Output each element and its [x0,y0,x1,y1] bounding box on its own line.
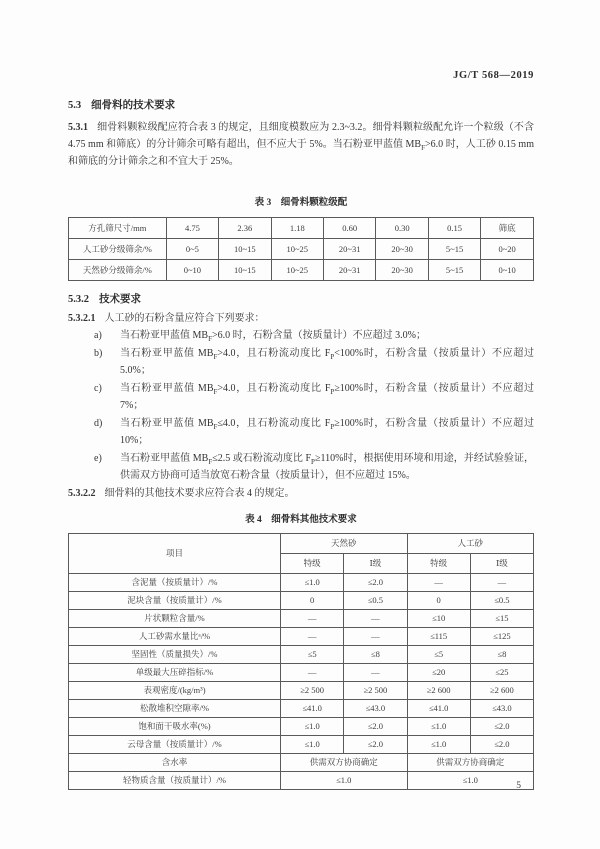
table-cell: — [344,627,407,645]
subscript: F [213,387,218,396]
clause-text: 细骨料的其他技术要求应符合表 4 的规定。 [104,487,295,499]
clause-text: >6.0 时，人工砂 0.15 mm 和筛底的分计筛余之和不宜大于 25%。 [68,139,534,167]
clause-5-3-1-paragraph [68,119,534,170]
table-row [69,771,534,789]
table-cell: ≤1.0 [407,717,470,735]
table-cell: — [344,609,407,627]
table-3-particle-grading [68,217,534,281]
table-header-row [69,533,534,553]
page-number: 5 [516,781,521,791]
section-title: 细骨料的技术要求 [91,100,176,111]
row-label: 坚固性（质量损失）/% [69,645,281,663]
table-row [69,663,534,681]
table-cell: ≤2.0 [470,717,533,735]
table-row [69,735,534,753]
standard-number-header: JG/T 568—2019 [453,70,534,81]
table-cell: ≤1.0 [407,735,470,753]
table-row [69,627,534,645]
table-cell: ≤2.0 [344,717,407,735]
table-cell: ≤8 [470,645,533,663]
table-cell: 0 [281,591,344,609]
subscript: F [208,335,212,343]
table-cell: ≥2 500 [281,681,344,699]
table-row [69,573,534,591]
clause-text: ≤4.0，且石粉流动度比 F [217,417,331,429]
table-cell: ≤10 [407,609,470,627]
table-cell: ≤20 [407,663,470,681]
table-cell: 0~10 [481,260,534,281]
table-cell: — [407,573,470,591]
subscript: P [311,457,315,466]
subscript: P [330,387,335,396]
table-cell: 0~5 [166,239,218,260]
table-cell: ≤1.0 [281,735,344,753]
table-row [69,591,534,609]
row-label: 单级最大压碎指标/% [69,663,281,681]
column-header-grade: 特级 [281,553,344,573]
table-cell: 筛底 [481,218,534,239]
table-cell: 0.60 [323,218,375,239]
table-cell: ≤5 [407,645,470,663]
table-cell: 0 [407,591,470,609]
table-cell: 0.30 [376,218,428,239]
subscript: F [213,422,218,431]
subscript: F [208,457,213,466]
table-cell: 5~15 [428,239,480,260]
table-row [69,699,534,717]
table-cell: 0~10 [166,260,218,281]
table-cell: ≤1.0 [407,771,534,789]
table-cell: 5~15 [428,260,480,281]
clause-marker: e) [94,452,102,464]
column-header-grade: Ⅰ级 [470,553,533,573]
clause-marker: b) [94,347,103,359]
table-cell: 2.36 [219,218,271,239]
table-4-other-requirements [68,533,534,790]
clause-text: 人工砂的石粉含量应符合下列要求： [104,313,265,324]
table-cell: ≤0.5 [470,591,533,609]
row-label: 饱和面干吸水率(%) [69,717,281,735]
column-header-grade: Ⅰ级 [344,553,407,573]
table-cell: — [344,663,407,681]
table-cell: ≤2.0 [344,735,407,753]
row-label: 松散堆积空隙率/% [69,699,281,717]
table-cell: ≤25 [470,663,533,681]
row-label: 含泥量（按质量计）/% [69,573,281,591]
table-cell: ≤115 [407,627,470,645]
table-cell: 10~25 [271,239,323,260]
table-cell: ≤41.0 [281,699,344,717]
clause-text: 当石粉亚甲蓝值 MB [120,330,209,341]
table-cell: ≤41.0 [407,699,470,717]
table-cell: 20~31 [323,260,375,281]
column-header-manufactured-sand: 人工砂 [407,533,534,553]
table-cell: 20~30 [376,239,428,260]
clause-text: 当石粉亚甲蓝值 MB [120,382,214,394]
table-3-caption: 表 3 细骨料颗粒级配 [254,198,348,208]
table-row [69,717,534,735]
table-cell: ≤1.0 [281,717,344,735]
clause-text: 当石粉亚甲蓝值 MB [120,452,209,464]
row-label: 片状颗粒含量/% [69,609,281,627]
row-label: 人工砂需水量比ᵃ/% [69,627,281,645]
clause-item-e [68,450,534,485]
table-cell: ≤8 [344,645,407,663]
column-header-natural-sand: 天然砂 [281,533,407,553]
clause-text: 当石粉亚甲蓝值 MB [120,347,214,359]
table-cell: ≤1.0 [281,573,344,591]
clause-5-3-2-2-paragraph [68,485,534,502]
table-cell: — [281,609,344,627]
table-cell: 10~25 [271,260,323,281]
clause-item-d [68,415,534,450]
table-cell: 10~15 [219,239,271,260]
subscript: F [213,352,218,361]
table-cell: ≤43.0 [470,699,533,717]
row-label: 云母含量（按质量计）/% [69,735,281,753]
table-cell: 供需双方协商确定 [281,753,407,771]
clause-item-a [68,327,534,345]
clause-item-b [68,345,534,380]
table-cell: ≤0.5 [344,591,407,609]
clause-marker: d) [94,417,103,429]
table-cell: 10~15 [219,260,271,281]
table-row [69,239,534,260]
clause-text: ≥110%时，根据使用环境和用途，并经试验验证，供需双方协商可适当放宽石粉含量（按质量计），但不应超过 15%。 [120,452,534,481]
table-row [69,218,534,239]
clause-text: 当石粉亚甲蓝值 MB [120,417,214,429]
table-row [69,609,534,627]
clause-text: >4.0，且石粉流动度比 F [217,347,331,359]
table-cell: 20~31 [323,239,375,260]
table-cell: ≤15 [470,609,533,627]
row-label: 天然砂分级筛余/% [69,260,167,281]
subscript: F [421,144,426,152]
row-label: 人工砂分级筛余/% [69,239,167,260]
table-row [69,645,534,663]
table-cell: ≤2.0 [344,573,407,591]
clause-item-c [68,380,534,415]
subscript: P [330,422,335,431]
subscript: P [330,352,335,361]
clause-text: 细骨料颗粒级配应符合表 3 的规定，且细度模数应为 2.3~3.2。细骨料颗粒级配允许一个粒级（不含 4.75 mm 和筛底）的分计筛余可略有超出，但不应大于 5%。当石粉亚甲蓝值 MB [68,122,534,150]
table-cell: ≤5 [281,645,344,663]
clause-text: ≥100%时，石粉含量（按质量计）不应超过 10%； [120,417,534,446]
clause-number: 5.3.2.2 [68,487,96,499]
table-cell: 20~30 [376,260,428,281]
clause-text: >4.0，且石粉流动度比 F [217,382,331,394]
table-row [69,753,534,771]
section-number: 5.3 [68,100,82,111]
clause-number: 5.3.2.1 [68,313,96,324]
section-5-3-2-heading [68,291,534,306]
row-label: 轻物质含量（按质量计）/% [69,771,281,789]
table-cell: — [281,627,344,645]
table-cell: ≥2 600 [470,681,533,699]
table-cell: ≤1.0 [281,771,407,789]
table-row [69,681,534,699]
clause-marker: a) [94,330,102,341]
column-header-item: 项目 [69,533,281,573]
table-cell: 0~20 [481,239,534,260]
clause-5-3-2-1-paragraph [68,310,534,327]
table-cell: ≤125 [470,627,533,645]
table-cell: ≥2 600 [407,681,470,699]
row-label: 泥块含量（按质量计）/% [69,591,281,609]
table-cell: 供需双方协商确定 [407,753,534,771]
table-cell: 4.75 [166,218,218,239]
table-cell: 1.18 [271,218,323,239]
table-cell: — [281,663,344,681]
page-content [68,0,534,790]
row-label: 方孔筛尺寸/mm [69,218,167,239]
table-cell: ≤2.0 [470,735,533,753]
table-4-caption: 表 4 细骨料其他技术要求 [245,514,357,525]
table-cell: ≥2 500 [344,681,407,699]
section-number: 5.3.2 [68,294,89,305]
clause-text: >6.0 时，石粉含量（按质量计）不应超过 3.0%； [211,330,426,341]
clause-text: ≥100%时，石粉含量（按质量计）不应超过 7%； [120,382,534,411]
clause-number: 5.3.1 [68,122,88,133]
section-5-3-heading [68,97,534,112]
table-cell: ≤43.0 [344,699,407,717]
table-row [69,260,534,281]
table-cell: — [470,573,533,591]
row-label: 表观密度/(kg/m³) [69,681,281,699]
clause-text: <100%时，石粉含量（按质量计）不应超过 5.0%； [120,347,534,376]
clause-marker: c) [94,382,102,394]
clause-text: ≤2.5 或石粉流动度比 F [212,452,312,464]
table-cell: 0.15 [428,218,480,239]
row-label: 含水率 [69,753,281,771]
section-title: 技术要求 [99,294,141,305]
column-header-grade: 特级 [407,553,470,573]
